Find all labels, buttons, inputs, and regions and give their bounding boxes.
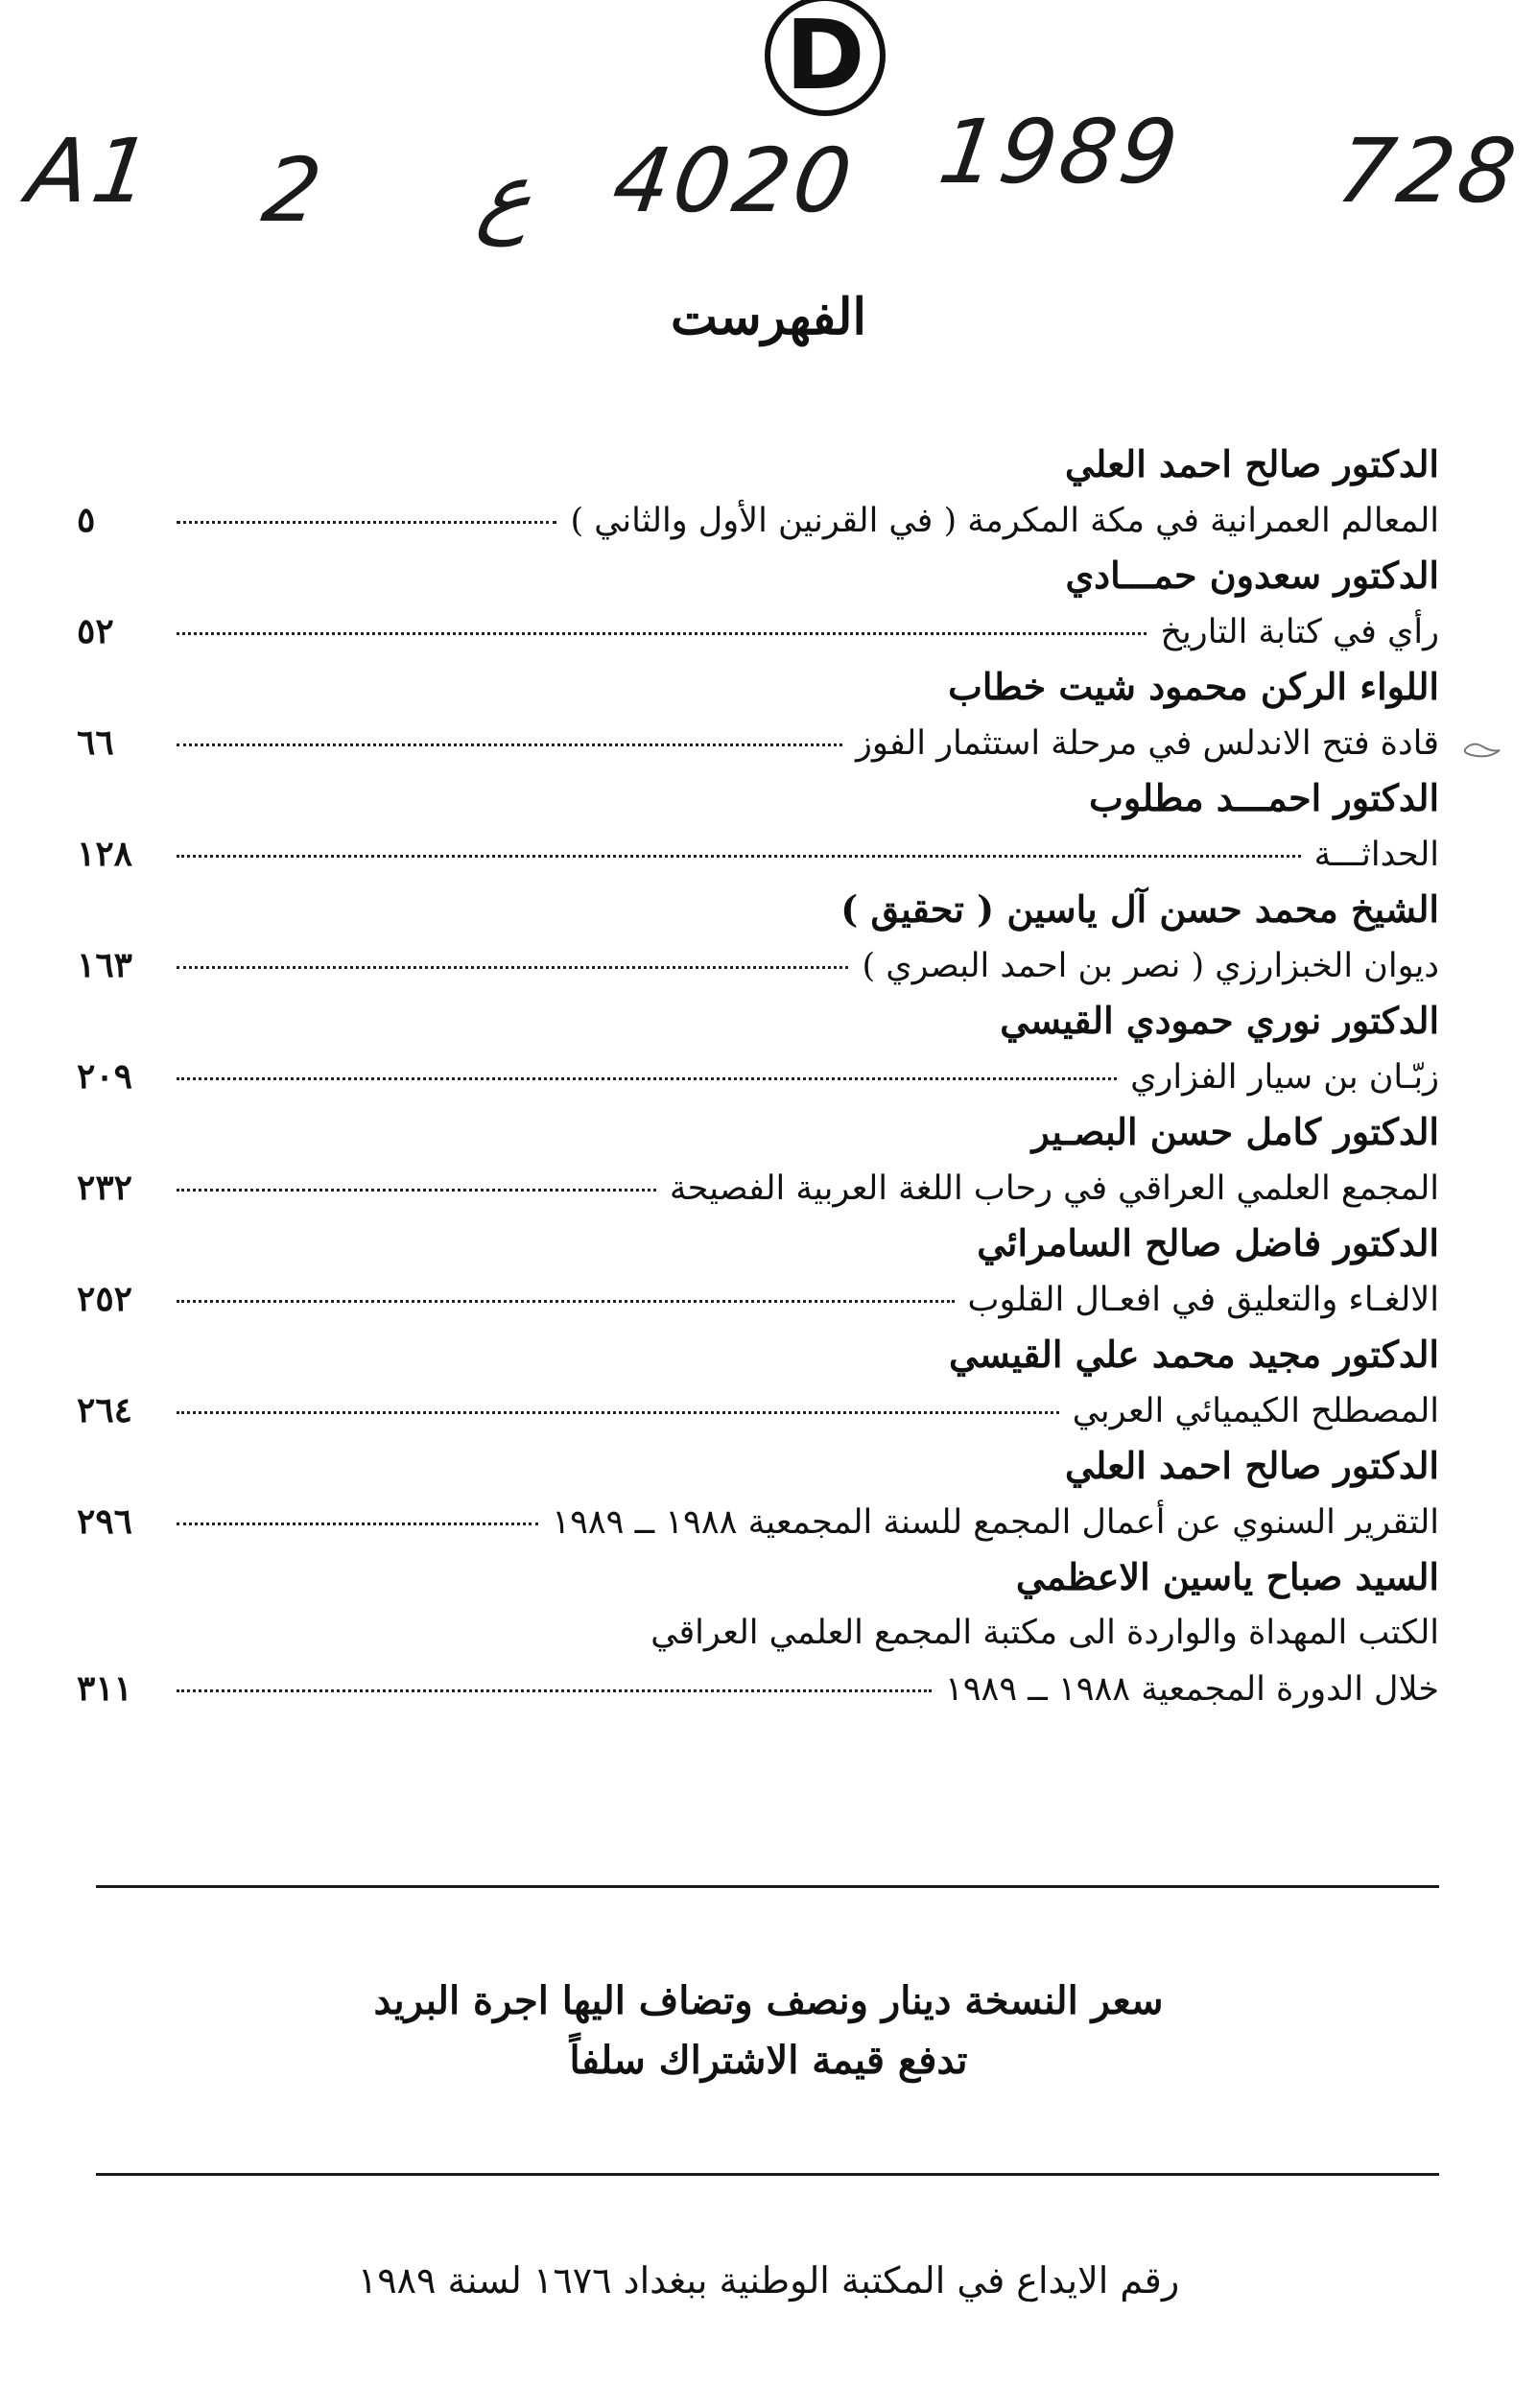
toc-line bbox=[77, 1605, 1439, 1661]
toc-entry bbox=[77, 1216, 1439, 1327]
dot-leader bbox=[177, 744, 842, 746]
handwritten-year: 1989 bbox=[933, 101, 1188, 203]
toc-line bbox=[77, 937, 1439, 993]
toc-author: الدكتور احمـــد مطلوب bbox=[1089, 776, 1439, 819]
toc-page-number: ٣١١ bbox=[77, 1668, 133, 1709]
table-of-contents bbox=[77, 437, 1439, 1716]
toc-line bbox=[77, 1160, 1439, 1216]
toc-line bbox=[77, 492, 1439, 548]
toc-page-number: ٥٢ bbox=[77, 611, 114, 651]
dot-leader bbox=[177, 1689, 932, 1692]
toc-author: الدكتور نوري حمودي القيسي bbox=[1000, 999, 1439, 1042]
divider bbox=[96, 1885, 1439, 1888]
handwritten-number: 2 bbox=[256, 139, 332, 242]
dot-leader bbox=[177, 1189, 656, 1192]
dot-leader bbox=[177, 1523, 538, 1525]
toc-article-title: زبّـان بن سيار الفزاري bbox=[1130, 1058, 1439, 1097]
toc-line bbox=[77, 1661, 1439, 1716]
toc-entry bbox=[77, 1104, 1439, 1216]
toc-author: السيد صباح ياسين الاعظمي bbox=[1015, 1555, 1439, 1598]
stamp-letter: D bbox=[785, 0, 865, 111]
toc-author: الدكتور صالح احمد العلي bbox=[1065, 442, 1439, 485]
toc-entry bbox=[77, 1327, 1439, 1438]
dot-leader bbox=[177, 1077, 1117, 1080]
dot-leader bbox=[177, 1300, 955, 1303]
toc-author: الدكتور فاضل صالح السامرائي bbox=[977, 1221, 1439, 1264]
toc-page-number: ٢٠٩ bbox=[77, 1056, 133, 1097]
handwritten-accession-line bbox=[19, 101, 1526, 264]
handwritten-accession-number: 4020 bbox=[606, 130, 862, 232]
toc-article-title: خلال الدورة المجمعية ١٩٨٨ ــ ١٩٨٩ bbox=[944, 1670, 1439, 1709]
price-notice bbox=[0, 1971, 1537, 2090]
dot-leader bbox=[177, 1411, 1059, 1414]
toc-article-title: المجمع العلمي العراقي في رحاب اللغة العربية الفصيحة bbox=[669, 1169, 1439, 1208]
toc-page-number: ١٦٣ bbox=[77, 945, 133, 985]
toc-page-number: ٢٥٢ bbox=[77, 1279, 133, 1319]
divider bbox=[96, 2173, 1439, 2176]
handwritten-code: A1 bbox=[21, 120, 160, 223]
toc-page-number: ٢٣٢ bbox=[77, 1168, 133, 1208]
toc-author: الشيخ محمد حسن آل ياسين ( تحقيق ) bbox=[840, 887, 1439, 931]
toc-entry bbox=[77, 993, 1439, 1104]
toc-article-title: المصطلح الكيميائي العربي bbox=[1072, 1392, 1439, 1430]
toc-line bbox=[77, 603, 1439, 659]
toc-article-title: الالغـاء والتعليق في افعـال القلوب bbox=[967, 1281, 1439, 1319]
toc-author: الدكتور كامل حسن البصـير bbox=[1031, 1110, 1439, 1153]
toc-author: الدكتور صالح احمد العلي bbox=[1065, 1444, 1439, 1487]
toc-line bbox=[77, 826, 1439, 882]
toc-page-number: ٥ bbox=[77, 500, 96, 540]
deposit-number: رقم الايداع في المكتبة الوطنية ببغداد ١٦٧٦ لسنة ١٩٨٩ bbox=[357, 2259, 1180, 2302]
toc-article-title: التقرير السنوي عن أعمال المجمع للسنة المجمعية ١٩٨٨ ــ ١٩٨٩ bbox=[552, 1503, 1439, 1542]
toc-author: الدكتور مجيد محمد علي القيسي bbox=[949, 1333, 1439, 1376]
toc-article-title: المعالم العمرانية في مكة المكرمة ( في القرنين الأول والثاني ) bbox=[570, 502, 1439, 540]
toc-entry bbox=[77, 882, 1439, 993]
toc-entry bbox=[77, 548, 1439, 659]
toc-page-number: ١٢٨ bbox=[77, 834, 133, 874]
toc-line bbox=[77, 715, 1439, 770]
toc-line bbox=[77, 1494, 1439, 1549]
ink-smudge-icon bbox=[1463, 739, 1502, 760]
dot-leader bbox=[177, 632, 1147, 635]
toc-author: الدكتور سعدون حمـــادي bbox=[1065, 554, 1439, 597]
toc-article-title: قادة فتح الاندلس في مرحلة استثمار الفوز bbox=[855, 724, 1439, 763]
toc-entry bbox=[77, 770, 1439, 882]
toc-page-number: ٢٦٤ bbox=[77, 1390, 133, 1430]
handwritten-call-number: 728 bbox=[1331, 120, 1526, 223]
price-line: سعر النسخة دينار ونصف وتضاف اليها اجرة البريد bbox=[373, 1978, 1164, 2023]
toc-page-number: ٦٦ bbox=[77, 722, 114, 763]
toc-line bbox=[77, 1049, 1439, 1104]
dot-leader bbox=[177, 855, 1301, 858]
toc-entry bbox=[77, 437, 1439, 548]
toc-article-title: الحداثـــة bbox=[1313, 836, 1439, 874]
toc-author: اللواء الركن محمود شيت خطاب bbox=[948, 665, 1439, 708]
toc-article-title: ديوان الخبزارزي ( نصر بن احمد البصري ) bbox=[862, 947, 1439, 985]
toc-article-title: الكتب المهداة والواردة الى مكتبة المجمع العلمي العراقي bbox=[650, 1614, 1439, 1652]
dot-leader bbox=[177, 966, 848, 969]
toc-entry bbox=[77, 1549, 1439, 1716]
toc-line bbox=[77, 1382, 1439, 1438]
dot-leader bbox=[177, 521, 556, 524]
page-title: الفهرست bbox=[671, 288, 866, 346]
toc-line bbox=[77, 1271, 1439, 1327]
toc-page-number: ٢٩٦ bbox=[77, 1501, 133, 1542]
subscription-line: تدفع قيمة الاشتراك سلفاً bbox=[569, 2038, 968, 2083]
toc-entry bbox=[77, 659, 1439, 770]
toc-entry bbox=[77, 1438, 1439, 1549]
toc-article-title: رأي في كتابة التاريخ bbox=[1160, 613, 1439, 651]
handwritten-letter: ع bbox=[472, 144, 540, 247]
